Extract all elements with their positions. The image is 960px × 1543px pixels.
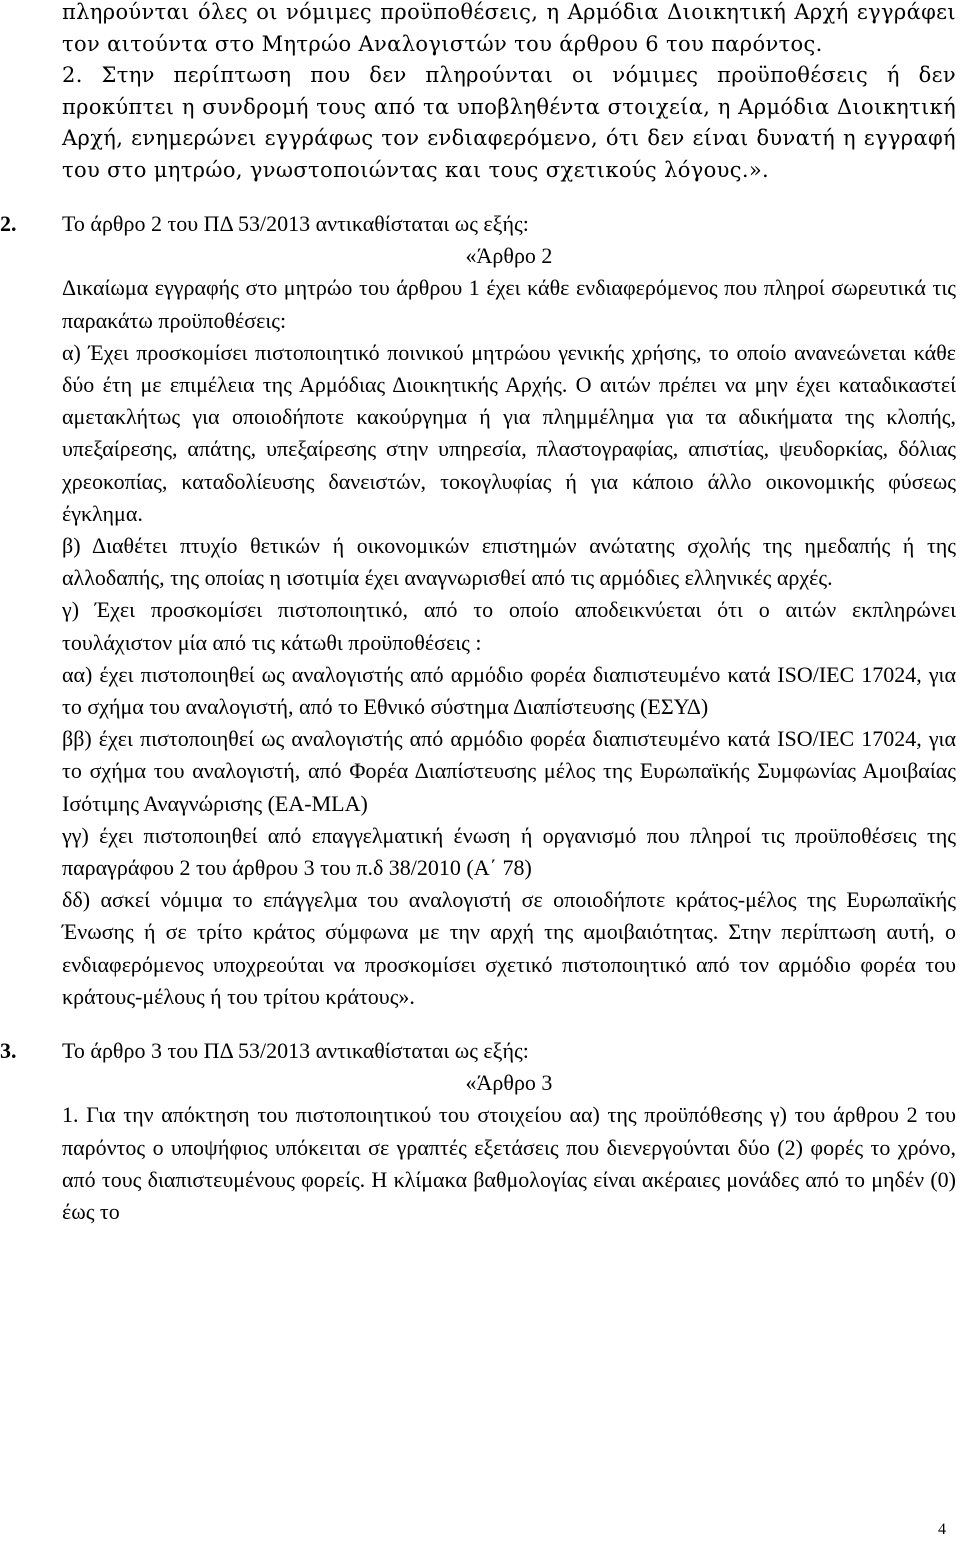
condition-gg: γγ) έχει πιστοποιηθεί από επαγγελματική ένωση ή οργανισμό που πληροί τις προϋποθέσεις της παραγράφου 2 του άρθρου 3 του π.δ 38/2010 (Α΄ 78) <box>62 822 956 881</box>
article-paragraph-1: 1. Για την απόκτηση του πιστοποιητικού του στοιχείου αα) της προϋπόθεσης γ) του άρθρου 2 του παρόντος ο υποψήφιος υπόκειται σε γραπτές εξετάσεις που διενεργούνται δύο (2) φορές το χρόνο, από τους διαπιστευμένους φορείς. Η κλίμακα βαθμολογίας είναι ακέραιες μονάδες από το μηδέν (0) έως το <box>62 1102 956 1225</box>
condition-a: α) Έχει προσκομίσει πιστοποιητικό ποινικού μητρώου γενικής χρήσης, το οποίο ανανεώνεται κάθε δύο έτη με επιμέλεια της Αρμόδιας Διοικητικής Αρχής. Ο αιτών πρέπει να μην έχει καταδικαστεί αμετακλήτως για οποιοδήποτε κακούργημα ή για πλημμέλημα για τα αδικήματα της κλοπής, υπεξαίρεσης, απάτης, υπεξαίρεσης στην υπηρεσία, πλαστογραφίας, απιστίας, ψευδορκίας, δόλιας χρεοκοπίας, καταδολίευσης δανειστών, τοκογλυφίας ή για κάποιο άλλο οικονομικής φύσεως έγκλημα. <box>62 339 956 526</box>
page-number: 4 <box>938 1521 946 1538</box>
section-2 <box>0 208 956 1013</box>
article-intro: Δικαίωμα εγγραφής στο μητρώο του άρθρου 1 έχει κάθε ενδιαφερόμενος που πληροί σωρευτικά τις παρακάτω προϋποθέσεις: <box>62 275 956 333</box>
condition-dd: δδ) ασκεί νόμιμα το επάγγελμα του αναλογιστή σε οποιοδήποτε κράτος-μέλος της Ευρωπαϊκής Ένωσης ή σε τρίτο κράτος σύμφωνα με την αρχή της αμοιβαιότητας. Στην περίπτωση αυτή, ο ενδιαφερόμενος υποχρεούται να προσκομίσει σχετικό πιστοποιητικό από τον αρμόδιο φορέα του κράτους-μέλους ή του τρίτου κράτους». <box>62 887 956 1009</box>
paragraph-registration-condition: πληρούνται όλες οι νόμιμες προϋποθέσεις, η Αρμόδια Διοικητική Αρχή εγγράφει τον αιτούντα στο Μητρώο Αναλογιστών του άρθρου 6 του παρόντος. <box>62 0 956 56</box>
section-number: 3. <box>0 1038 17 1064</box>
section-3 <box>0 1035 956 1228</box>
paragraph-rejection-notice: 2. Στην περίπτωση που δεν πληρούνται οι νόμιμες προϋποθέσεις ή δεν προκύπτει η συνδρομή τους από τα υποβληθέντα στοιχεία, η Αρμόδια Διοικητική Αρχή, ενημερώνει εγγράφως τον ενδιαφερόμενο, ότι δεν είναι δυνατή η εγγραφή του στο μητρώο, γνωστοποιώντας και τους σχετικούς λόγους.». <box>62 63 956 182</box>
section-number: 2. <box>0 211 17 236</box>
article-title: «Άρθρο 2 <box>465 243 553 269</box>
condition-bb: ββ) έχει πιστοποιηθεί ως αναλογιστής από αρμόδιο φορέα διαπιστευμένο κατά ISO/IEC 17024, για το σχήμα του αναλογιστή, από Φορέα Διαπίστευσης μέλος της Ευρωπαϊκής Συμφωνίας Αμοιβαίας Ισότιμης Αναγνώρισης (EA-MLA) <box>62 726 956 816</box>
condition-aa: αα) έχει πιστοποιηθεί ως αναλογιστής από αρμόδιο φορέα διαπιστευμένο κατά ISO/IEC 17024, για το σχήμα του αναλογιστή, από το Εθνικό σύστημα Διαπίστευσης (ΕΣΥΔ) <box>62 661 956 720</box>
condition-c: γ) Έχει προσκομίσει πιστοποιητικό, από το οποίο αποδεικνύεται ότι ο αιτών εκπληρώνει τουλάχιστον μία από τις κάτωθι προϋποθέσεις : <box>62 597 956 655</box>
condition-b: β) Διαθέτει πτυχίο θετικών ή οικονομικών επιστημών ανώτατης σχολής της ημεδαπής ή της αλλοδαπής, της οποίας η ισοτιμία έχει αναγνωρισθεί από τις αρμόδιες ελληνικές αρχές. <box>62 533 956 591</box>
section-heading: Το άρθρο 2 του ΠΔ 53/2013 αντικαθίσταται ως εξής: <box>62 211 529 236</box>
section-heading: Το άρθρο 3 του ΠΔ 53/2013 αντικαθίσταται ως εξής: <box>62 1038 529 1064</box>
article-title: «Άρθρο 3 <box>465 1070 553 1096</box>
